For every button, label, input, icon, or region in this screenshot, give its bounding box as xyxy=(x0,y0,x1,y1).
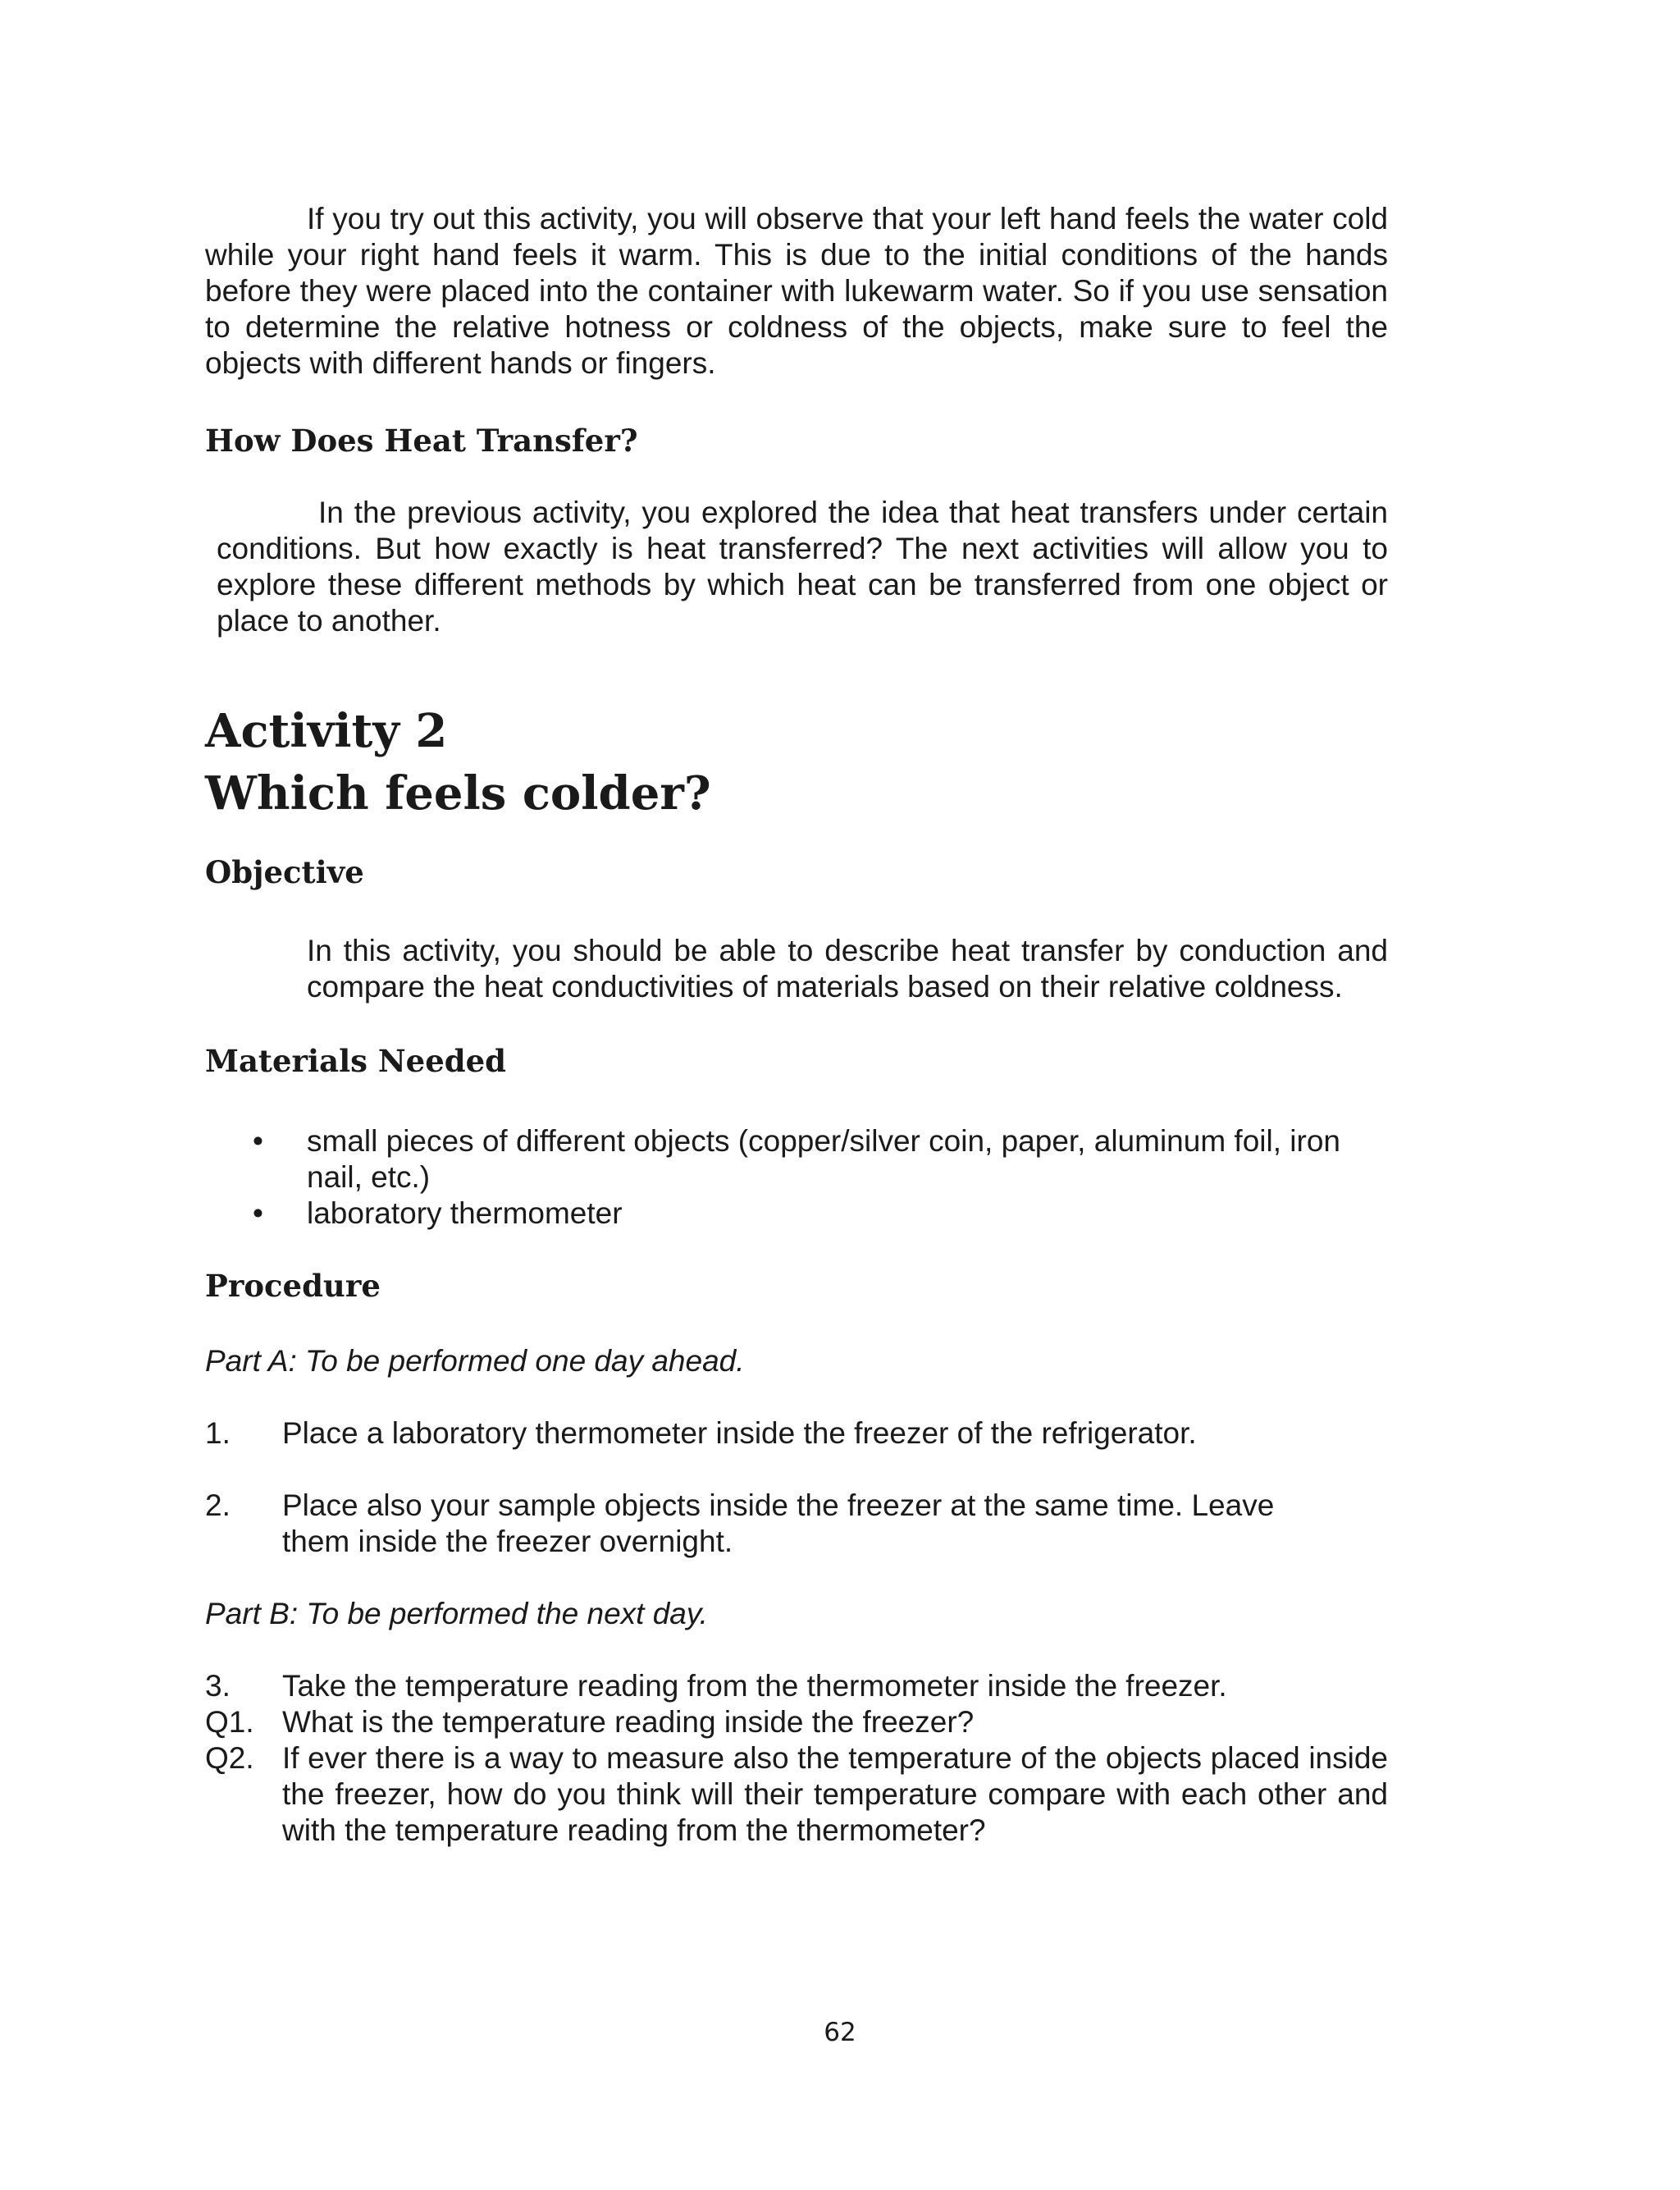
materials-heading: Materials Needed xyxy=(205,1043,507,1079)
question-text: What is the temperature reading inside the freezer? xyxy=(282,1705,975,1739)
page-number: 62 xyxy=(824,2018,856,2047)
bullet-icon: • xyxy=(253,1196,263,1230)
question-text: If ever there is a way to measure also the temperature of the objects placed inside the freezer, how do you think will their temperature compare with each other and with the temperature reading from the thermometer? xyxy=(282,1741,1388,1847)
step-number: 1. xyxy=(205,1416,231,1450)
question-number: Q1. xyxy=(205,1705,254,1739)
procedure-step xyxy=(205,1415,1388,1452)
step-number: 3. xyxy=(205,1669,231,1703)
question-item xyxy=(205,1704,1388,1740)
intro-paragraph: If you try out this activity, you will observe that your left hand feels the water cold while your right hand feels it warm. This is due to the initial conditions of the hands before they were placed into the container with lukewarm water. So if you use sensation to determine the relative hotness or coldness of the objects, make sure to feel the objects with different hands or fingers. xyxy=(205,202,1388,380)
materials-list xyxy=(205,1123,1388,1232)
step-text: Take the temperature reading from the thermometer inside the freezer. xyxy=(282,1669,1227,1703)
list-item xyxy=(205,1123,1388,1196)
bullet-icon: • xyxy=(253,1124,263,1158)
list-item xyxy=(205,1196,1388,1232)
heat-transfer-paragraph: In the previous activity, you explored the idea that heat transfers under certain conditions. But how exactly is heat transferred? The next activities will allow you to explore these different methods by which heat can be transferred from one object or place to another. xyxy=(217,496,1388,638)
material-text: laboratory thermometer xyxy=(307,1196,623,1230)
step-text: Place also your sample objects inside the freezer at the same time. Leave them inside the freezer overnight. xyxy=(282,1488,1275,1558)
activity-number: Activity 2 xyxy=(205,704,448,758)
question-number: Q2. xyxy=(205,1741,254,1775)
question-item xyxy=(205,1740,1388,1849)
step-text: Place a laboratory thermometer inside the freezer of the refrigerator. xyxy=(282,1416,1197,1450)
objective-heading: Objective xyxy=(205,854,364,890)
part-a-label: Part A: To be performed one day ahead. xyxy=(205,1344,745,1378)
part-b-label: Part B: To be performed the next day. xyxy=(205,1597,708,1630)
procedure-step xyxy=(205,1488,1388,1560)
objective-text: In this activity, you should be able to describe heat transfer by conduction and compare the heat conductivities of materials based on their relative coldness. xyxy=(307,934,1388,1004)
procedure-heading: Procedure xyxy=(205,1268,381,1304)
step-number: 2. xyxy=(205,1488,231,1522)
heat-transfer-heading: How Does Heat Transfer? xyxy=(205,423,638,459)
activity-title: Which feels colder? xyxy=(205,766,711,821)
material-text: small pieces of different objects (copper/silver coin, paper, aluminum foil, iron nail, etc.) xyxy=(307,1124,1340,1194)
procedure-step xyxy=(205,1668,1388,1704)
document-page xyxy=(205,201,1388,1849)
